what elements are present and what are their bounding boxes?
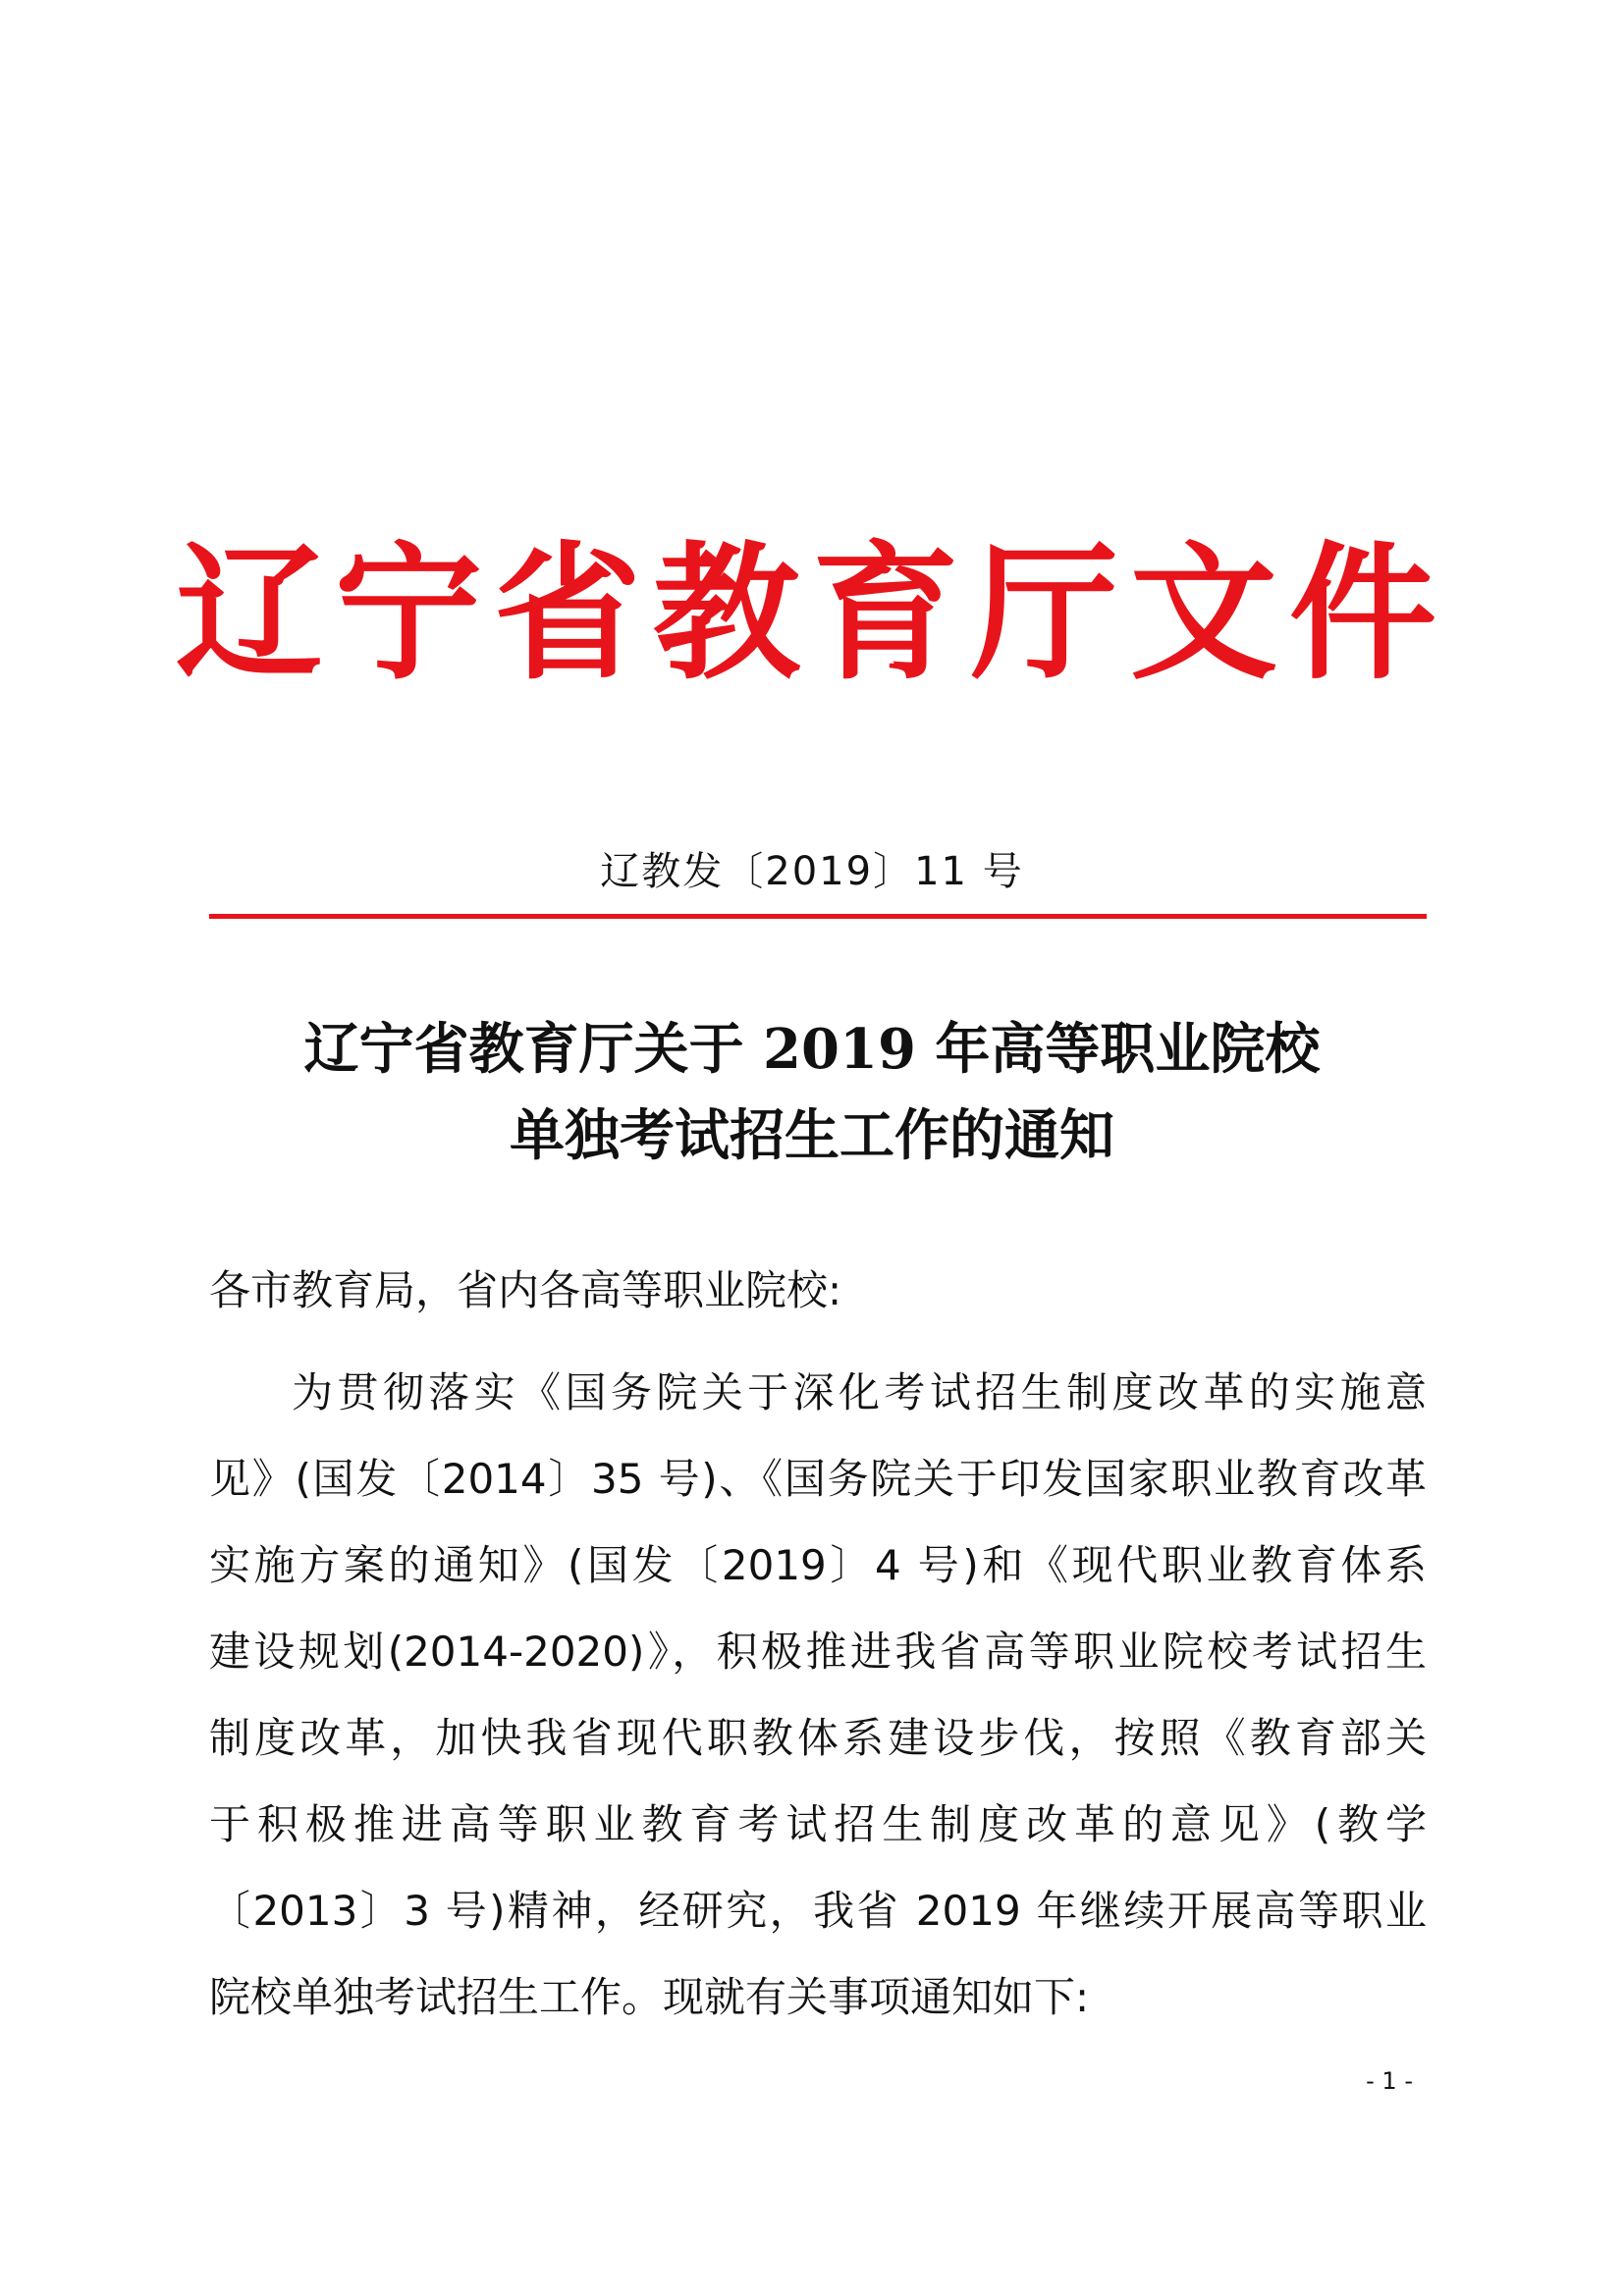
body-line: 见》(国发〔2014〕35 号)、《国务院关于印发国家职业教育改革 [209,1455,1427,1503]
body-paragraph [209,1350,1427,2041]
body-line: 为贯彻落实《国务院关于深化考试招生制度改革的实施意 [292,1368,1427,1416]
body-line: 制度改革，加快我省现代职教体系建设步伐，按照《教育部关 [209,1714,1427,1762]
masthead-title: 辽宁省教育厅文件 [175,527,1448,700]
red-separator-line [209,914,1427,919]
body-line: 实施方案的通知》(国发〔2019〕4 号)和《现代职业教育体系 [209,1541,1427,1589]
document-number: 辽教发〔2019〕11 号 [600,849,1024,894]
salutation: 各市教育局，省内各高等职业院校: [209,1266,842,1314]
body-line: 建设规划(2014-2020)》，积极推进我省高等职业院校考试招生 [209,1628,1427,1676]
body-line: 〔2013〕3 号)精神，经研究，我省 2019 年继续开展高等职业 [209,1887,1427,1935]
notice-title-line-1: 辽宁省教育厅关于 2019 年高等职业院校 [303,1017,1321,1082]
page-number: - 1 - [1366,2067,1413,2095]
body-line: 于积极推进高等职业教育考试招生制度改革的意见》(教学 [209,1800,1427,1848]
body-line: 院校单独考试招生工作。现就有关事项通知如下: [209,1973,1090,2021]
notice-title-line-2: 单独考试招生工作的通知 [510,1103,1114,1168]
notice-title [0,1006,1624,1179]
